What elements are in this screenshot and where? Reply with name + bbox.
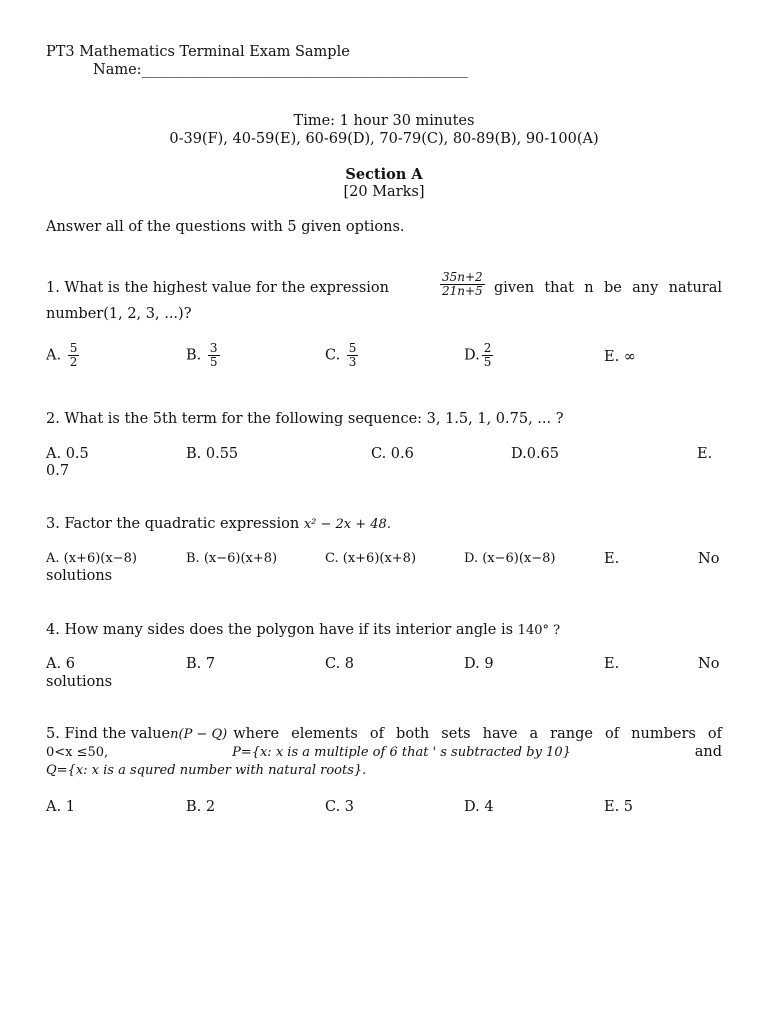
- q5-option-b: B. 2: [186, 799, 216, 815]
- q1-option-d: [464, 342, 495, 369]
- grading-scale: 0-39(F), 40-59(E), 60-69(D), 70-79(C), 80-89(B), 90-100(A): [169, 131, 599, 147]
- q1-option-c-den: 3: [348, 355, 357, 369]
- q4-text: [46, 622, 560, 638]
- q1-option-a-label: A.: [46, 347, 62, 364]
- q4-option-b: B. 7: [186, 656, 216, 672]
- q1-option-c-label: C.: [325, 347, 341, 364]
- q3-option-d: D. (x−6)(x−8): [464, 551, 556, 566]
- q3-text-label: 3. Factor the quadratic expression: [46, 516, 300, 532]
- q1-option-a-num: 5: [69, 341, 78, 355]
- q4-text-label: 4. How many sides does the polygon have if its interior angle is: [46, 622, 514, 638]
- q2-option-e: E.: [697, 446, 713, 462]
- q1-option-e: E. ∞: [604, 349, 636, 365]
- q2-text: 2. What is the 5th term for the following sequence: 3, 1.5, 1, 0.75, ... ?: [46, 411, 564, 427]
- q1-option-b: [186, 342, 222, 369]
- q5-and: and: [694, 744, 722, 760]
- q2-option-d: D.0.65: [511, 446, 560, 462]
- q3-expression: x² − 2x + 48.: [303, 517, 391, 532]
- q1-option-c-num: 5: [348, 341, 357, 355]
- q3-text: [46, 516, 391, 532]
- q1-fraction-numerator: 35n+2: [442, 270, 483, 284]
- q5-text-before: 5. Find the value: [46, 726, 171, 742]
- time-allowed: Time: 1 hour 30 minutes: [293, 113, 475, 129]
- q1-option-b-fraction: [208, 342, 220, 369]
- name-field-label: Name:_____________________________________________: [93, 62, 468, 78]
- q3-option-e-text: No: [698, 551, 720, 567]
- q5-line2: [46, 744, 722, 760]
- q3-option-a: A. (x+6)(x−8): [46, 551, 137, 566]
- q1-option-d-den: 5: [483, 355, 492, 369]
- q5-text-after: where elements of both sets have a range of numbers of: [233, 726, 722, 742]
- q3-option-c: C. (x+6)(x+8): [325, 551, 417, 566]
- q2-option-c: C. 0.6: [371, 446, 414, 462]
- q1-fraction-denominator: 21n+5: [442, 284, 483, 298]
- q1-option-c: [325, 342, 360, 369]
- q4-option-d: D. 9: [464, 656, 494, 672]
- q4-option-e: E.: [604, 656, 620, 672]
- q3-option-e: E.: [604, 551, 620, 567]
- q5-option-c: C. 3: [325, 799, 355, 815]
- q1-text-line2: number(1, 2, 3, ...)?: [46, 306, 192, 322]
- q1-option-a-fraction: [68, 342, 80, 369]
- q5-option-e: E. 5: [604, 799, 634, 815]
- q1-option-b-num: 3: [209, 341, 218, 355]
- q4-angle: 140° ?: [517, 623, 561, 638]
- q1-text-after: given that n be any natural: [494, 280, 722, 296]
- q2-option-a: A. 0.5: [46, 446, 89, 462]
- q1-option-d-label: D.: [464, 347, 480, 364]
- q5-set-q: Q={x: x is a squred number with natural roots}.: [46, 763, 367, 778]
- q5-line1: [46, 726, 722, 742]
- q5-range: 0<x ≤50,: [46, 745, 109, 760]
- q1-text-before: 1. What is the highest value for the expression: [46, 280, 390, 296]
- q1-option-b-label: B.: [186, 347, 202, 364]
- q1-option-b-den: 5: [209, 355, 218, 369]
- q3-option-e-cont: solutions: [46, 568, 113, 584]
- q1-fraction: [438, 271, 487, 298]
- q5-option-a: A. 1: [46, 799, 75, 815]
- instruction-text: Answer all of the questions with 5 given options.: [46, 219, 405, 235]
- q4-option-c: C. 8: [325, 656, 355, 672]
- section-marks: [20 Marks]: [343, 184, 425, 200]
- q4-option-a: A. 6: [46, 656, 75, 672]
- q1-option-a: [46, 342, 81, 369]
- q4-option-e-cont: solutions: [46, 674, 113, 690]
- q4-option-e-text: No: [698, 656, 720, 672]
- q1-option-a-den: 2: [69, 355, 78, 369]
- q2-option-e-value: 0.7: [46, 463, 70, 479]
- q1-option-c-fraction: [347, 342, 359, 369]
- q1-option-d-num: 2: [483, 341, 492, 355]
- q5-option-d: D. 4: [464, 799, 494, 815]
- exam-title: PT3 Mathematics Terminal Exam Sample: [46, 44, 350, 60]
- section-title: Section A: [345, 166, 423, 183]
- q2-option-b: B. 0.55: [186, 446, 239, 462]
- q5-expression: n(P − Q): [170, 727, 228, 742]
- q5-set-p: P={x: x is a multiple of 6 that ' s subtracted by 10}: [232, 745, 571, 760]
- q1-option-d-fraction: [482, 342, 494, 369]
- q3-option-b: B. (x−6)(x+8): [186, 551, 278, 566]
